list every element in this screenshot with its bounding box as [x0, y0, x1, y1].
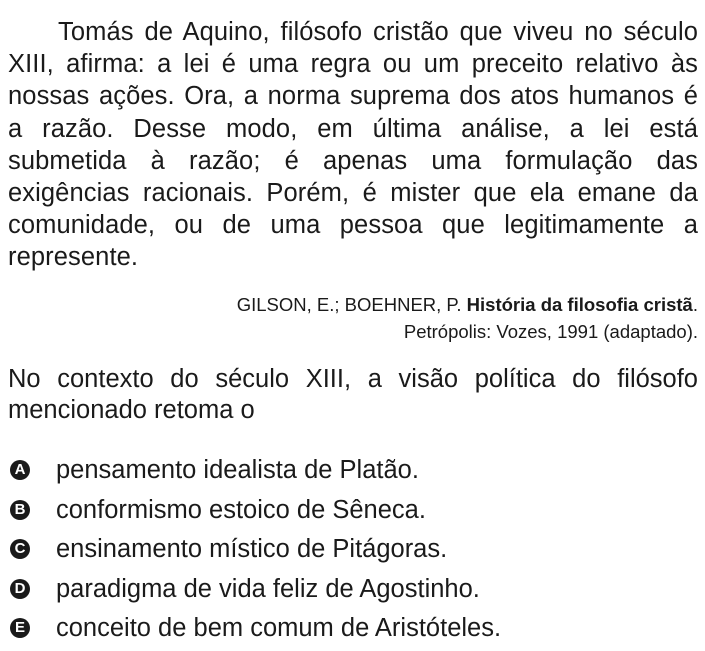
citation — [8, 291, 698, 345]
option-b[interactable] — [8, 490, 698, 530]
option-c-text: ensinamento místico de Pitágoras. — [56, 535, 448, 564]
option-c[interactable] — [8, 530, 698, 570]
exam-question — [8, 16, 698, 648]
citation-line-1 — [8, 291, 698, 318]
option-d[interactable] — [8, 569, 698, 609]
option-a[interactable] — [8, 451, 698, 491]
citation-period: . — [692, 293, 698, 315]
option-b-letter-badge: B — [10, 500, 30, 520]
citation-publisher: Petrópolis: Vozes, 1991 (adaptado). — [403, 320, 698, 342]
option-e-letter-badge: E — [10, 618, 30, 638]
option-a-text: pensamento idealista de Platão. — [56, 456, 419, 485]
citation-authors: GILSON, E.; BOEHNER, P. — [236, 293, 462, 315]
option-c-letter-badge: C — [10, 539, 30, 559]
passage-text: Tomás de Aquino, filósofo cristão que viveu no século XIII, afirma: a lei é uma regra ou um preceito relativo às nossas ações. Ora, a norma suprema dos atos humanos é a razão. Desse modo, em última análise, a lei está submetida à razão; é apenas uma formulação das exigências racionais. Porém, é mister que ela emane da comunidade, ou de uma pessoa que legitimamente a represente. — [8, 18, 698, 272]
citation-book-title: História da filosofia cristã — [466, 293, 693, 315]
question-stem: No contexto do século XIII, a visão política do filósofo mencionado retoma o — [8, 364, 698, 425]
option-d-letter-badge: D — [10, 579, 30, 599]
option-b-text: conformismo estoico de Sêneca. — [56, 495, 426, 524]
option-e-text: conceito de bem comum de Aristóteles. — [56, 614, 502, 643]
option-e[interactable] — [8, 609, 698, 649]
option-d-text: paradigma de vida feliz de Agostinho. — [56, 574, 480, 603]
answer-options — [8, 451, 698, 649]
option-a-letter-badge: A — [10, 460, 30, 480]
